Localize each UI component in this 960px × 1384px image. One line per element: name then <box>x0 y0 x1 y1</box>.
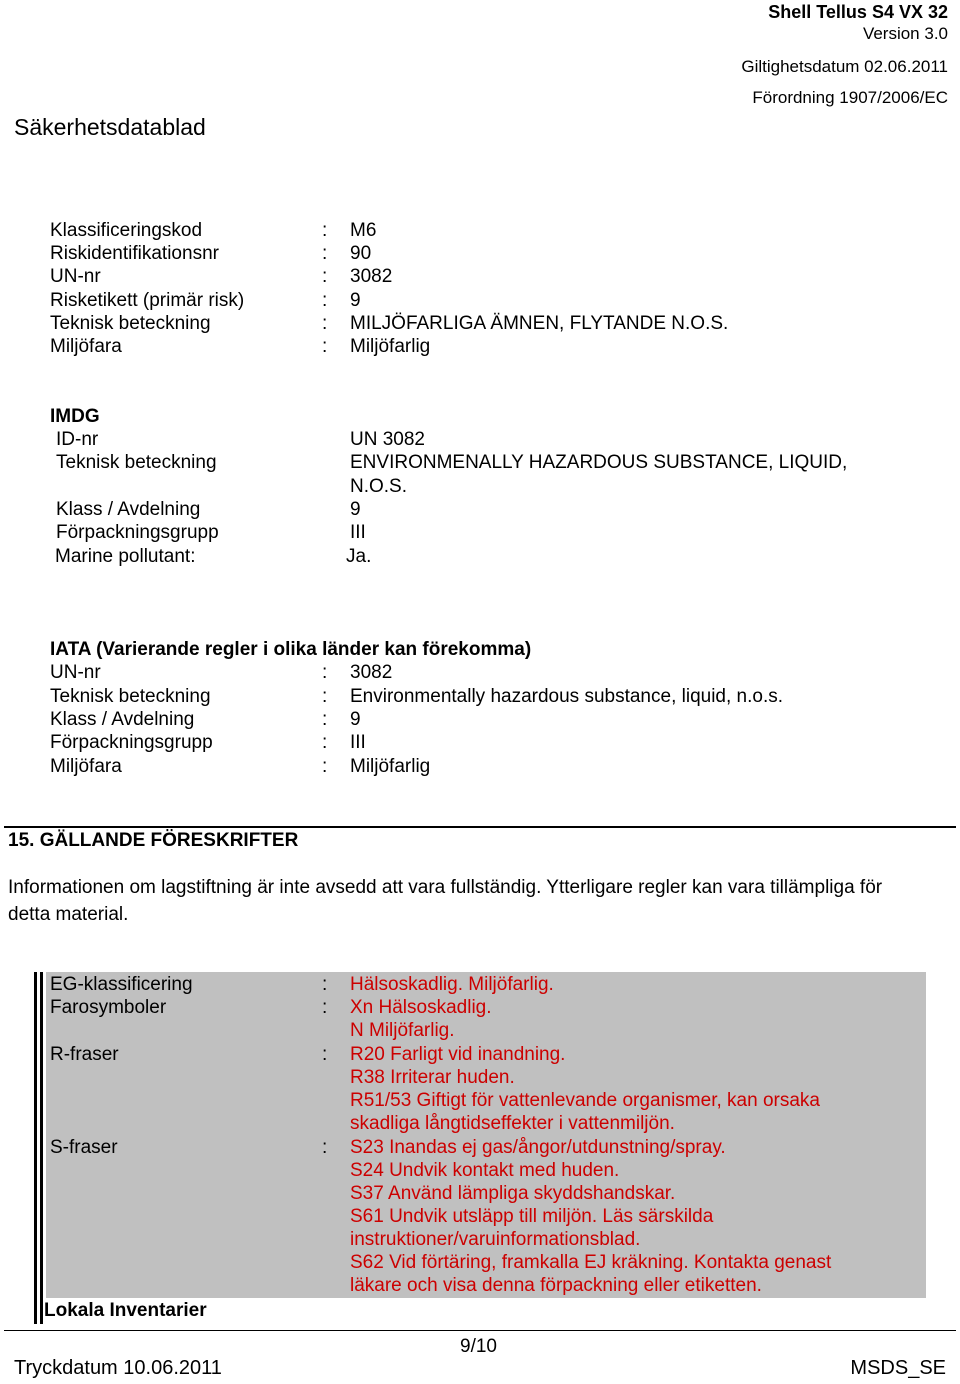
iata-label: Teknisk beteckning <box>50 686 211 707</box>
s-phrase: S24 Undvik kontakt med huden. <box>350 1160 620 1181</box>
imdg-label: Förpackningsgrupp <box>56 522 219 543</box>
road-row <box>50 312 930 335</box>
section-intro: Informationen om lagstiftning är inte avsedd att vara fullständig. Ytterligare regler kan vara tillämpliga för <box>8 877 883 898</box>
iata-row <box>50 661 930 684</box>
iata-row <box>50 685 930 708</box>
colon: : <box>322 662 328 683</box>
iata-value: III <box>350 732 366 753</box>
imdg-row <box>50 521 930 544</box>
imdg-value: Ja. <box>346 546 372 567</box>
section-heading: 15. GÄLLANDE FÖRESKRIFTER <box>8 830 299 851</box>
iata-label: Klass / Avdelning <box>50 709 195 730</box>
road-value: 90 <box>350 243 372 264</box>
document-code: MSDS_SE <box>850 1357 946 1379</box>
colon: : <box>322 290 328 311</box>
document-title: Säkerhetsdatablad <box>14 114 206 140</box>
imdg-row <box>50 498 930 521</box>
colon: : <box>322 732 328 753</box>
road-label: Klassificeringskod <box>50 220 203 241</box>
iata-row <box>50 731 930 754</box>
s-phrase: S23 Inandas ej gas/ångor/utdunstning/spray. <box>350 1137 726 1158</box>
s-phrase: S62 Vid förtäring, framkalla EJ kräkning. Kontakta genast <box>350 1252 832 1273</box>
section-divider <box>4 826 956 828</box>
imdg-row <box>50 428 930 451</box>
page-number: 9/10 <box>460 1336 497 1357</box>
colon: : <box>322 220 328 241</box>
imdg-row <box>50 451 930 474</box>
iata-label: UN-nr <box>50 662 101 683</box>
validity-date: Giltighetsdatum 02.06.2011 <box>741 57 948 76</box>
imdg-value: III <box>350 522 366 543</box>
footer-divider <box>4 1330 956 1331</box>
product-name: Shell Tellus S4 VX 32 <box>768 2 948 22</box>
s-phrase: S61 Undvik utsläpp till miljön. Läs särskilda <box>350 1206 714 1227</box>
iata-value: Miljöfarlig <box>350 756 431 777</box>
road-value: 3082 <box>350 266 393 287</box>
local-inventories-label: Lokala Inventarier <box>44 1300 207 1321</box>
imdg-label: Marine pollutant: <box>55 546 196 567</box>
iata-row <box>50 708 930 731</box>
colon: : <box>322 313 328 334</box>
road-row <box>50 265 930 288</box>
road-label: Riskidentifikationsnr <box>50 243 219 264</box>
hazard-symbol-value: N Miljöfarlig. <box>350 1020 455 1041</box>
colon: : <box>322 243 328 264</box>
colon: : <box>322 997 328 1018</box>
r-phrases-label: R-fraser <box>50 1044 119 1065</box>
imdg-label: Klass / Avdelning <box>56 499 201 520</box>
road-value: 9 <box>350 290 361 311</box>
section-intro: detta material. <box>8 904 129 925</box>
s-phrases-label: S-fraser <box>50 1137 118 1158</box>
imdg-title: IMDG <box>50 406 100 427</box>
print-date: Tryckdatum 10.06.2011 <box>14 1357 222 1379</box>
version-label: Version 3.0 <box>862 24 948 43</box>
hazard-symbols-label: Farosymboler <box>50 997 167 1018</box>
imdg-label: ID-nr <box>56 429 99 450</box>
road-label: Miljöfara <box>50 336 122 357</box>
iata-title: IATA (Varierande regler i olika länder kan förekomma) <box>50 639 532 660</box>
eg-classification-label: EG-klassificering <box>50 974 193 995</box>
road-row <box>50 219 930 242</box>
imdg-label: Teknisk beteckning <box>56 452 217 473</box>
road-label: UN-nr <box>50 266 101 287</box>
left-border <box>34 972 37 1324</box>
s-phrase: instruktioner/varuinformationsblad. <box>350 1229 641 1250</box>
colon: : <box>322 686 328 707</box>
iata-label: Förpackningsgrupp <box>50 732 213 753</box>
r-phrase: skadliga långtidseffekter i vattenmiljön. <box>350 1113 675 1134</box>
s-phrase: läkare och visa denna förpackning eller etiketten. <box>350 1275 762 1296</box>
road-row <box>50 242 930 265</box>
left-border <box>40 972 43 1324</box>
colon: : <box>322 756 328 777</box>
iata-value: 3082 <box>350 662 393 683</box>
regulation-ref: Förordning 1907/2006/EC <box>752 88 948 107</box>
iata-value: Environmentally hazardous substance, liquid, n.o.s. <box>350 686 784 707</box>
road-label: Risketikett (primär risk) <box>50 290 245 311</box>
colon: : <box>322 266 328 287</box>
road-row <box>50 289 930 312</box>
imdg-value: UN 3082 <box>350 429 425 450</box>
iata-label: Miljöfara <box>50 756 122 777</box>
colon: : <box>322 709 328 730</box>
iata-value: 9 <box>350 709 361 730</box>
s-phrase: S37 Använd lämpliga skyddshandskar. <box>350 1183 676 1204</box>
hazard-symbol-value: Xn Hälsoskadlig. <box>350 997 492 1018</box>
road-value: Miljöfarlig <box>350 336 431 357</box>
imdg-value: ENVIRONMENALLY HAZARDOUS SUBSTANCE, LIQUID, <box>350 452 848 473</box>
colon: : <box>322 1044 328 1065</box>
road-label: Teknisk beteckning <box>50 313 211 334</box>
r-phrase: R38 Irriterar huden. <box>350 1067 515 1088</box>
r-phrase: R51/53 Giftigt för vattenlevande organismer, kan orsaka <box>350 1090 820 1111</box>
colon: : <box>322 1137 328 1158</box>
road-value: MILJÖFARLIGA ÄMNEN, FLYTANDE N.O.S. <box>350 313 729 334</box>
road-row <box>50 335 930 358</box>
imdg-value: 9 <box>350 499 361 520</box>
imdg-row <box>50 545 930 568</box>
road-value: M6 <box>350 220 377 241</box>
imdg-value: N.O.S. <box>350 476 408 497</box>
iata-row <box>50 755 930 778</box>
imdg-row <box>50 475 930 498</box>
eg-classification-value: Hälsoskadlig. Miljöfarlig. <box>350 974 554 995</box>
r-phrase: R20 Farligt vid inandning. <box>350 1044 566 1065</box>
colon: : <box>322 974 328 995</box>
colon: : <box>322 336 328 357</box>
